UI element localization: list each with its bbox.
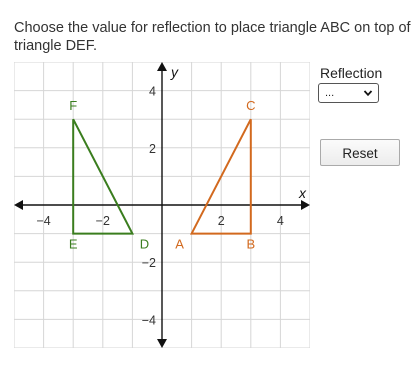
x-tick-label: 2 — [217, 214, 225, 228]
coordinate-plane — [14, 62, 310, 348]
x-tick-label: −2 — [95, 214, 110, 228]
y-tick-label: 2 — [149, 141, 156, 156]
y-tick-label: −2 — [141, 256, 156, 271]
y-tick-label: −4 — [141, 313, 156, 328]
x-tick-label: −4 — [36, 214, 51, 228]
reflection-label: Reflection — [320, 65, 383, 81]
reflection-dropdown[interactable] — [318, 83, 379, 103]
x-axis-label: x — [299, 185, 306, 201]
vertex-label-f: F — [69, 98, 78, 114]
x-axis-arrow-left-icon — [14, 200, 23, 210]
vertex-label-b: B — [246, 236, 256, 252]
vertex-label-d: D — [139, 236, 150, 252]
x-axis-arrow-right-icon — [301, 200, 310, 210]
y-tick-label: 4 — [149, 84, 156, 99]
vertex-label-e: E — [68, 236, 78, 252]
y-axis-label: y — [171, 64, 178, 80]
coordinate-graph — [14, 62, 310, 348]
x-tick-label: 4 — [276, 214, 284, 228]
y-axis-arrow-up-icon — [157, 62, 167, 71]
chevron-down-icon — [363, 88, 373, 98]
question-prompt: Choose the value for reflection to place triangle ABC on top of triangle DEF. — [14, 20, 411, 54]
reset-button[interactable]: Reset — [320, 139, 400, 166]
y-axis-arrow-down-icon — [157, 339, 167, 348]
reflection-selected-value: ... — [325, 87, 335, 99]
vertex-label-c: C — [246, 98, 256, 114]
vertex-label-a: A — [175, 236, 184, 252]
